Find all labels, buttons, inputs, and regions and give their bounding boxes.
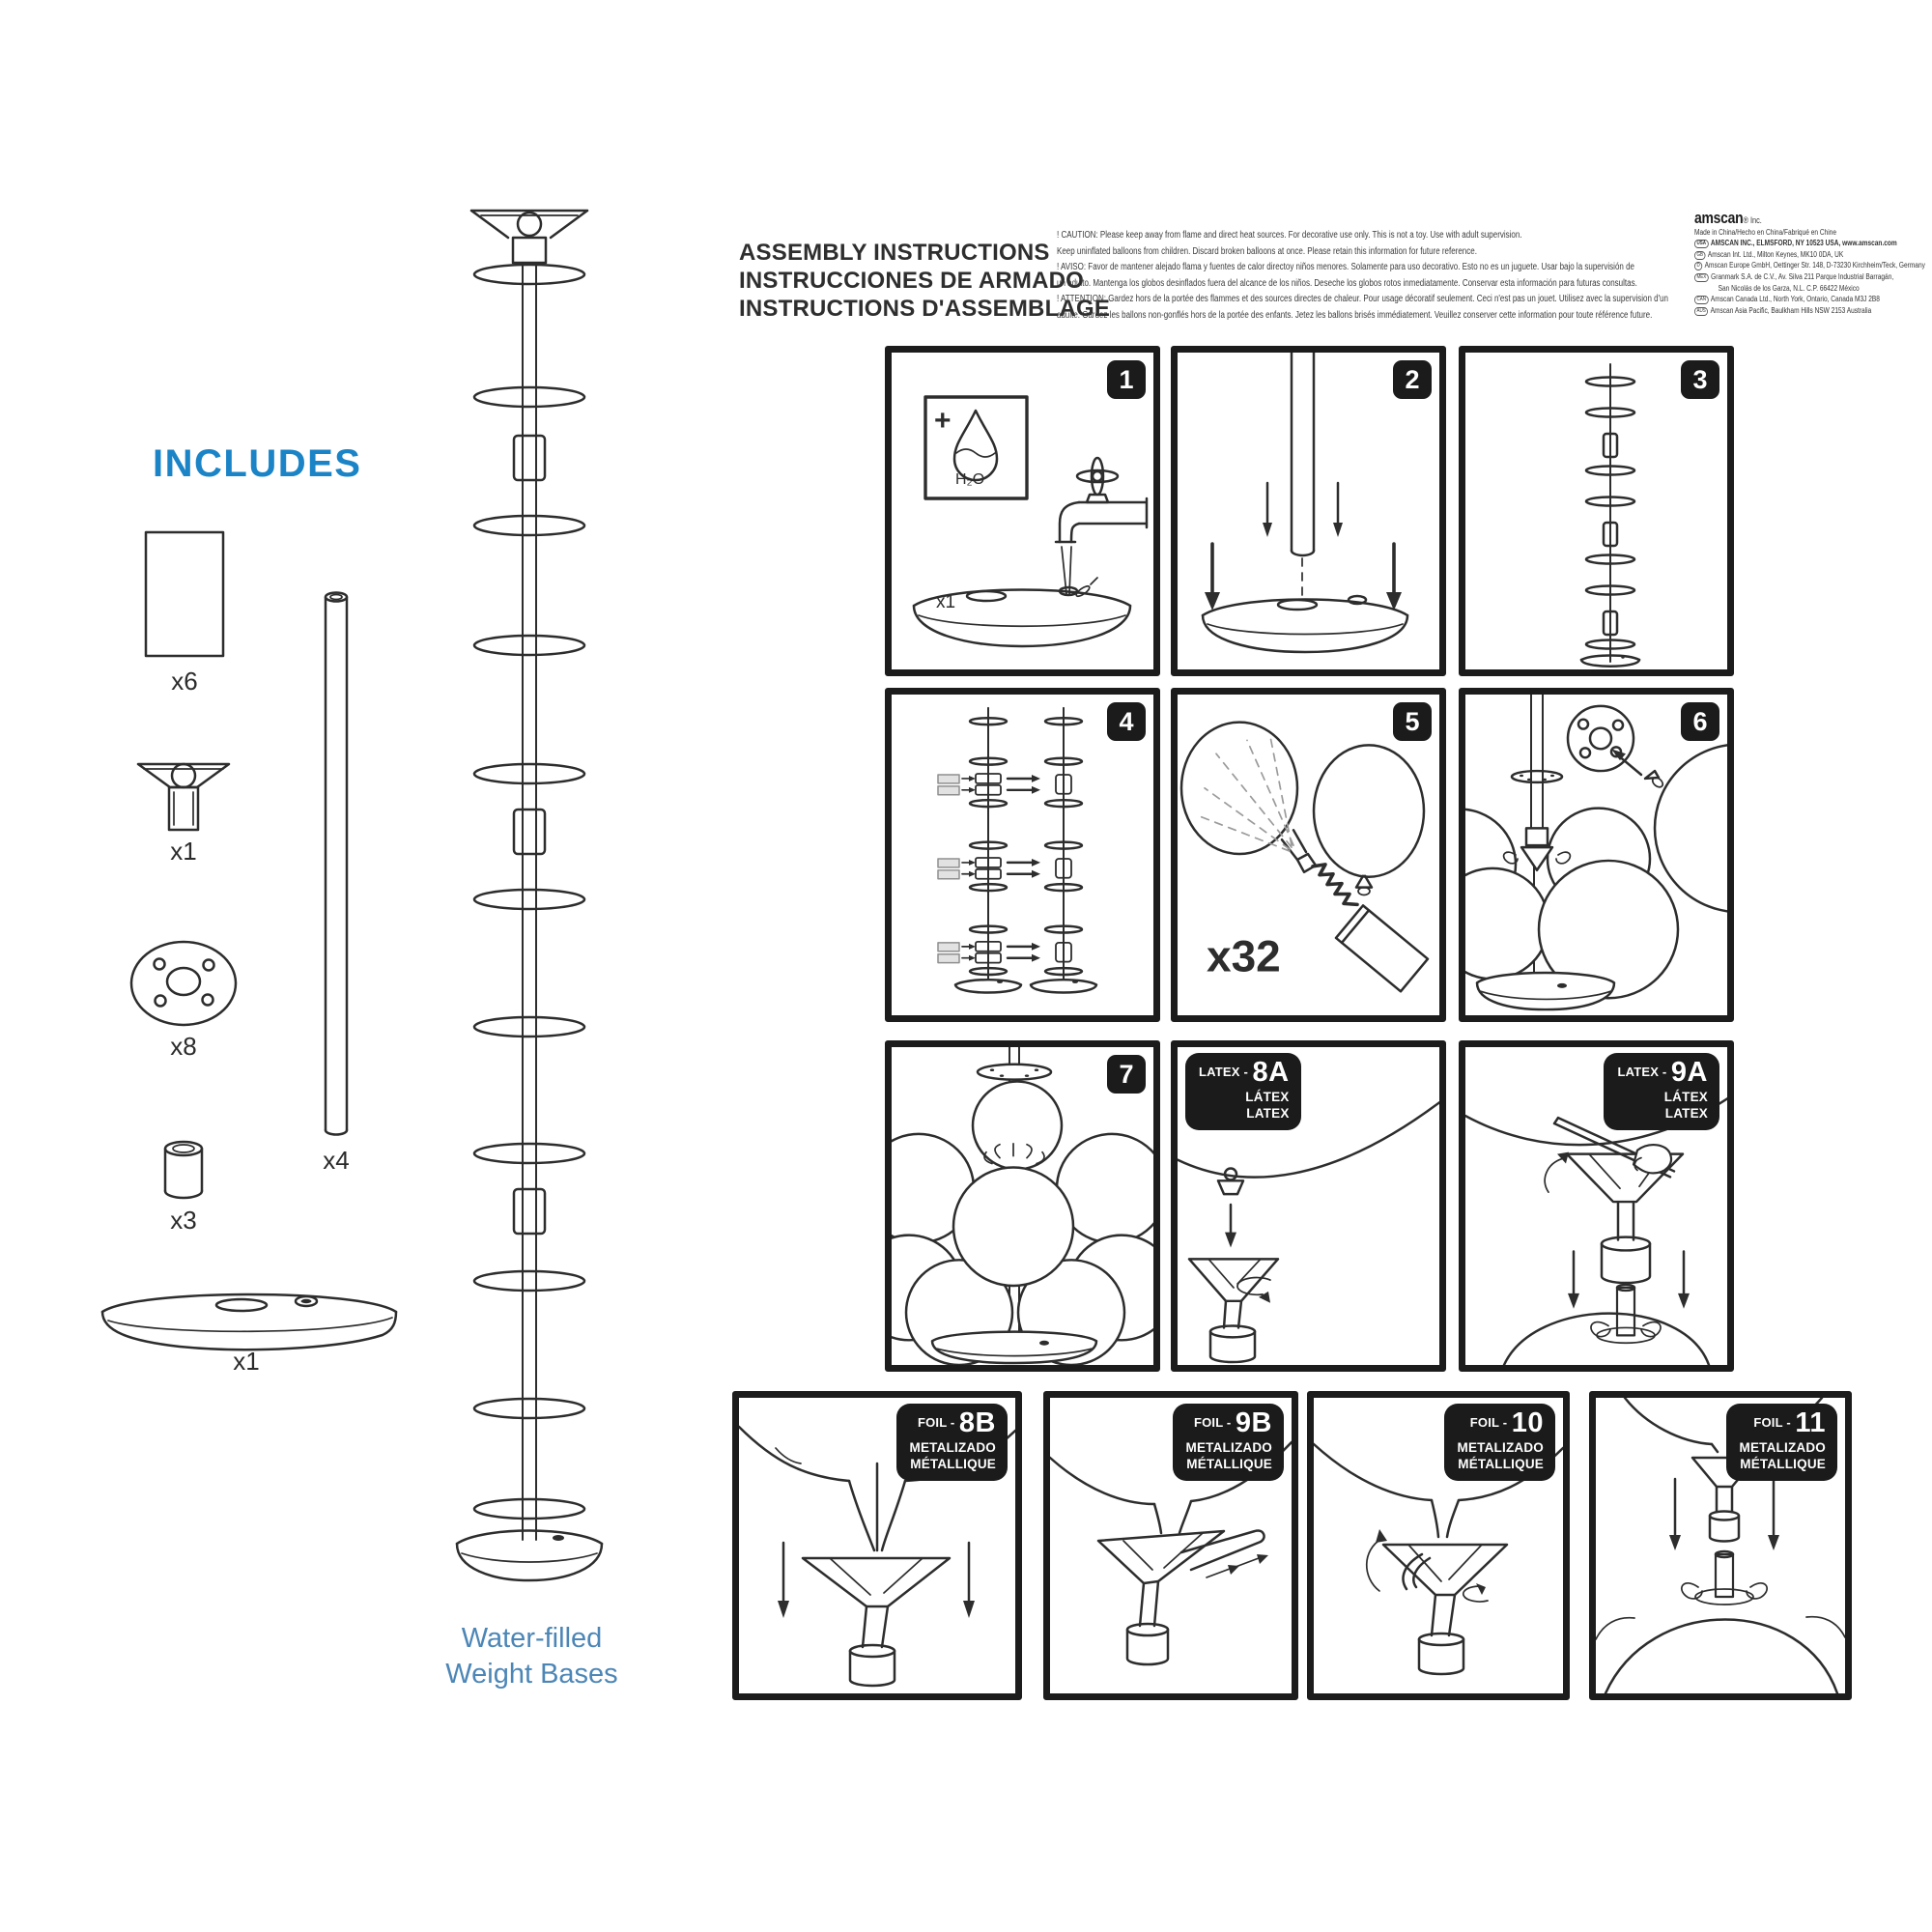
part-balloon-sheet-qty: x6 [171, 667, 198, 696]
panel-step-8b [732, 1391, 1022, 1700]
address-gb: GB Amscan Int. Ltd., Milton Keynes, MK10 0DA, UK [1694, 249, 1932, 261]
step-3-number-badge: 3 [1681, 360, 1719, 399]
assembly-header [739, 239, 1110, 323]
part-pole-tube-drawing [317, 583, 355, 1144]
part-balloon-sheet-drawing [143, 529, 226, 661]
part-topper-cup-drawing [135, 755, 232, 835]
address-mex: MEX Granmark S.A. de C.V., Av. Silva 211 Parque Industrial Barragán, [1694, 271, 1932, 283]
step-8a-badge: $^{LATEX -}$ 8A LÁTEX LATEX [1185, 1053, 1301, 1130]
part-connector-qty: x3 [170, 1206, 197, 1235]
step-10-badge: $^{FOIL -}$ 10 METALIZADO MÉTALLIQUE [1444, 1404, 1556, 1481]
step-9b-badge: $^{FOIL -}$ 9B METALIZADO MÉTALLIQUE [1173, 1404, 1285, 1481]
step-4-number-badge: 4 [1107, 702, 1146, 741]
address-mex-2: San Nicolás de los Garza, N.L. C.P. 66422 México [1718, 283, 1860, 293]
company-info [1694, 209, 1932, 316]
step-2-number-badge: 2 [1393, 360, 1432, 399]
svg-text:H₂O: H₂O [955, 471, 985, 488]
step-7-number-badge: 7 [1107, 1055, 1146, 1094]
panel-step-5 [1171, 688, 1446, 1022]
header-line-fr: INSTRUCTIONS D'ASSEMBLAGE [739, 296, 1111, 322]
header-line-es: INSTRUCCIONES DE ARMADO [739, 268, 1085, 294]
panel-step-10 [1307, 1391, 1570, 1700]
part-weight-base-drawing [97, 1277, 402, 1356]
part-flange-disc-qty: x8 [170, 1032, 197, 1061]
panel-step-1 [885, 346, 1160, 676]
made-in-line: Made in China/Hecho en China/Fabriqué en Chine [1694, 227, 1836, 237]
panel-step-3 [1459, 346, 1734, 676]
part-weight-base-qty: x1 [233, 1347, 260, 1376]
panel-step-11 [1589, 1391, 1852, 1700]
step-5-number-badge: 5 [1393, 702, 1432, 741]
address-aus: AUS Amscan Asia Pacific, Baulkham Hills NSW 2153 Australia [1694, 305, 1932, 317]
step-5-drawing [1178, 695, 1439, 1015]
water-bases-caption: Water-filled Weight Bases [445, 1623, 618, 1690]
svg-text:x1: x1 [936, 592, 956, 612]
caution-text: ! CAUTION: Please keep away from flame and direct heat sources. For decorative use only. This is not a toy. Use with adult supervision. Keep uninflated balloons from children. Discard broken balloons at once. Please retain this information for future reference. ! AVISO: Favor de mantener alejado flama y fuentes de calor directoy niños menores. Solamente para uso decorativo. Esto no es un juguete. Usar bajo la supervisión de un adulto. Mantenga los globos desinflados fuera del alcance de los niños. Deseche los globos rotos inmediatamente. Conservar esta información para futuras consultas. ! ATTENTION: Gardez hors de la portée des flammes et des sources directes de chaleur. Pour usage décoratif seulement. Ceci n'est pas un jouet. Utilisez avec la supervision d'un adulte. Gardez les ballons non-gonflés hors de la portée des enfants. Jetez les ballons brisés immédiatement. Veuillez conserver cette information pour toute référence future. [1057, 230, 1668, 321]
assembled-stand-drawing [417, 189, 644, 1609]
panel-step-4 [885, 688, 1160, 1022]
step-6-number-badge: 6 [1681, 702, 1719, 741]
svg-text:+: + [934, 405, 952, 437]
address-usa: USA AMSCAN INC., ELMSFORD, NY 10523 USA, www.amscan.com [1694, 238, 1932, 249]
brand-line: amscan® Inc. [1694, 209, 1762, 227]
includes-title: INCLUDES [153, 442, 362, 485]
panel-step-2 [1171, 346, 1446, 676]
panel-step-9a [1459, 1040, 1734, 1372]
panel-step-8a [1171, 1040, 1446, 1372]
step-4-drawing [892, 695, 1153, 1015]
part-pole-tube-qty: x4 [323, 1146, 350, 1175]
step-3-drawing [1465, 353, 1727, 669]
step-11-badge: $^{FOIL -}$ 11 METALIZADO MÉTALLIQUE [1726, 1404, 1838, 1481]
address-can: CAN Amscan Canada Ltd., North York, Ontario, Canada M3J 2B8 [1694, 294, 1932, 305]
part-topper-cup-qty: x1 [170, 837, 197, 866]
header-line-en: ASSEMBLY INSTRUCTIONS [739, 240, 1050, 266]
step-1-number-badge: 1 [1107, 360, 1146, 399]
part-flange-disc-drawing [128, 939, 240, 1030]
step-1-drawing [892, 353, 1153, 669]
svg-text:x32: x32 [1207, 931, 1281, 981]
address-de: D Amscan Europe GmbH, Oettinger Str. 148, D-73230 Kirchheim/Teck, Germany [1694, 260, 1932, 271]
step-9a-badge: $^{LATEX -}$ 9A LÁTEX LATEX [1604, 1053, 1719, 1130]
panel-step-9b [1043, 1391, 1298, 1700]
step-6-drawing [1465, 695, 1727, 1015]
step-7-drawing [892, 1047, 1153, 1365]
step-8b-badge: $^{FOIL -}$ 8B METALIZADO MÉTALLIQUE [896, 1404, 1009, 1481]
part-connector-drawing [158, 1138, 209, 1202]
panel-step-6 [1459, 688, 1734, 1022]
panel-step-7 [885, 1040, 1160, 1372]
step-2-drawing [1178, 353, 1439, 669]
